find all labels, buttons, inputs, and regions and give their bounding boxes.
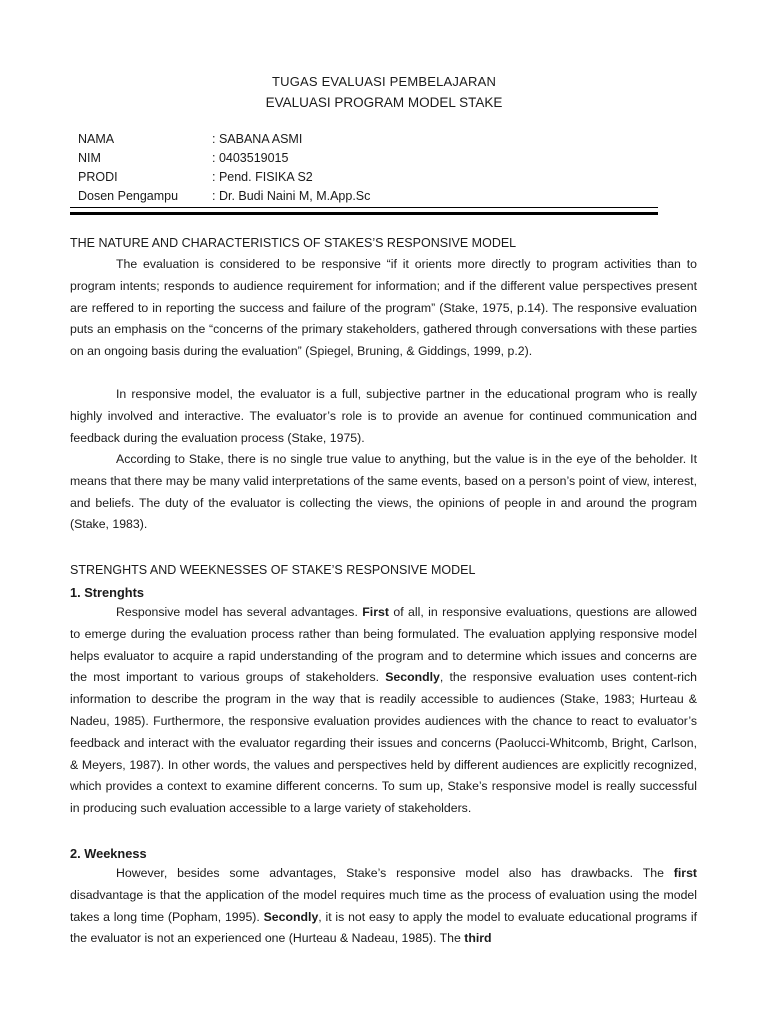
emphasis-third: third [464,931,492,946]
text-run: of all, in responsive evaluations, questions are allowed to emerge during the evaluation process rather than being formulated. The evaluation applying responsive model helps evaluator to acquire a rapid understanding of the program and to determine which issues and concerns are the most important to various groups of stakeholders. [70,605,697,685]
emphasis-first: First [362,605,389,619]
subheading-weakness: 2. Weekness [70,846,147,861]
header-divider-thick [70,212,658,215]
paragraph-nature-2: In responsive model, the evaluator is a full, subjective partner in the educational program who is really highly involved and interactive. The evaluator’s role is to provide an avenue for continued communication and feedback during the evaluation process (Stake, 1975). [70,387,697,445]
text-run: Responsive model has several advantages. [116,605,363,619]
identity-row-prodi [78,170,658,188]
text-run: , it is not easy to apply the model to evaluate educational programs if the evaluator is not an experienced one (Hurteau & Nadeau, 1985). The [70,909,697,946]
document-title: EVALUASI PROGRAM MODEL STAKE [265,95,503,110]
emphasis-first: first [673,866,697,880]
paragraph-nature-1: The evaluation is considered to be responsive “if it orients more directly to program activities than to program intents; responds to audience requirement for information; and if the different value perspectives present are reffered to in reporting the success and failure of the program” (Stake, 1975, p.14). The responsive evaluation puts an emphasis on the “concerns of the primary stakeholders, gathered through conversations with these parties on an ongoing basis during the evaluation” (Spiegel, Bruning, & Giddings, 1999, p.2). [70,257,697,359]
identity-value: : SABANA ASMI [212,132,303,146]
identity-row-dosen [78,189,658,207]
header-divider-thin [70,207,658,208]
text-run: disadvantage is that the application of the model requires much time as the process of evaluation using the model takes a long time (Popham, 1995). [70,887,697,924]
identity-label: NIM [78,151,101,165]
section-heading-nature: THE NATURE AND CHARACTERISTICS OF STAKES’S RESPONSIVE MODEL [70,236,517,250]
text-run: However, besides some advantages, Stake’s responsive model also has drawbacks. The [116,866,674,880]
assignment-title: TUGAS EVALUASI PEMBELAJARAN [271,74,497,89]
identity-value: : 0403519015 [212,151,289,165]
identity-label: NAMA [78,132,115,146]
paragraph-strengths [70,602,697,820]
paragraph-nature-3: According to Stake, there is no single true value to anything, but the value is in the eye of the beholder. It means that there may be many valid interpretations of the same events, based on a person’s point of view, interest, and beliefs. The duty of the evaluator is collecting the views, the opinions of people in and around the program (Stake, 1983). [70,452,697,532]
identity-label: PRODI [78,170,118,184]
emphasis-secondly: Secondly [385,670,440,685]
identity-row-nim [78,151,658,169]
subheading-strengths: 1. Strenghts [70,585,144,600]
identity-label: Dosen Pengampu [78,189,179,203]
text-run: , the responsive evaluation uses content-rich information to describe the program in the way that is readily accessible to audiences (Stake, 1983; Hurteau & Nadeu, 1985). Furthermore, the responsive evaluation provides audiences with the chance to react to evaluator’s feedback and interact with the evaluator regarding their issues and concerns (Paolucci-Whitcomb, Bright, Carlson, & Meyers, 1987). In other words, the values and perspectives held by different audiences are explicitly recognized, which provides a context to examine different concerns. To sum up, Stake’s responsive model is really successful in producing such evaluation accessible to a large variety of stakeholders. [70,670,697,816]
identity-value: : Dr. Budi Naini M, M.App.Sc [212,189,371,203]
paragraph-weakness [70,863,697,950]
emphasis-secondly: Secondly [263,909,319,924]
identity-row-nama [78,132,658,150]
section-heading-strengths-weaknesses: STRENGHTS AND WEEKNESSES OF STAKE’S RESPONSIVE MODEL [70,563,476,577]
identity-value: : Pend. FISIKA S2 [212,170,313,184]
